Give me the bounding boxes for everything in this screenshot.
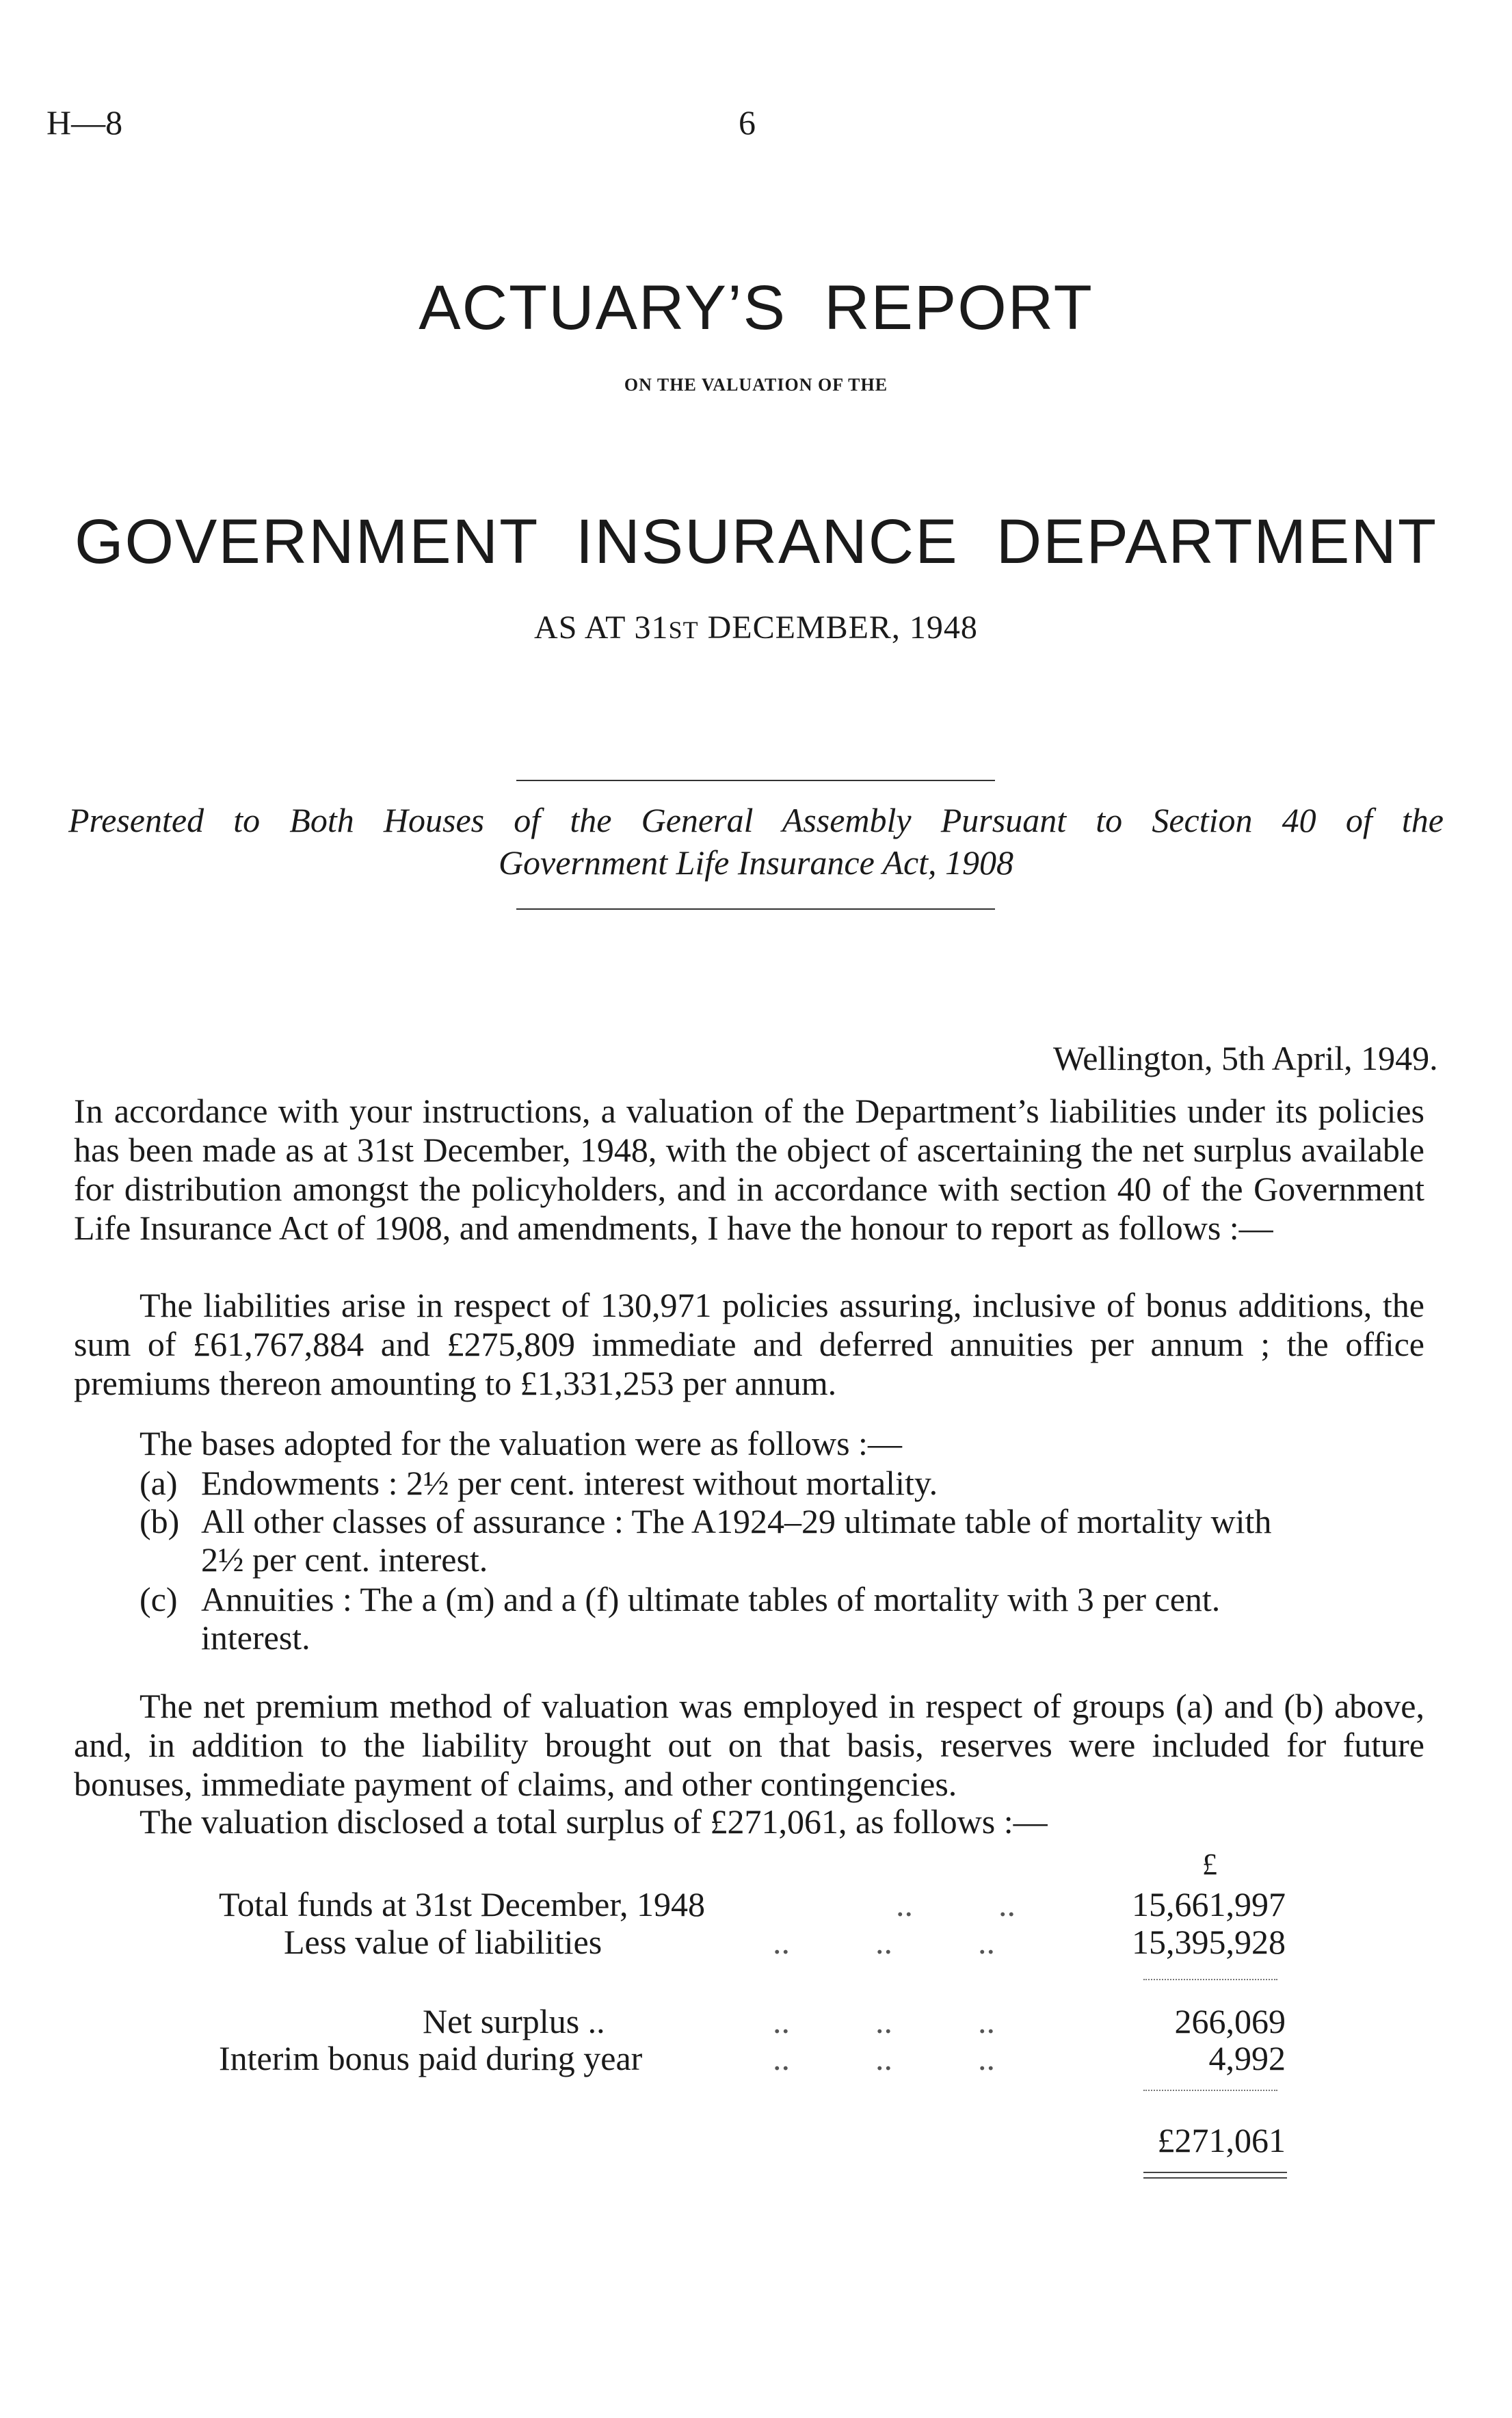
report-subtitle: ON THE VALUATION OF THE	[624, 375, 888, 395]
basis-item-text: Annuities : The a (m) and a (f) ultimate tables of mortality with 3 per cent.	[201, 1580, 1221, 1618]
valuation-date-ordinal: ST	[668, 616, 699, 644]
table-row-net-surplus	[205, 2001, 1286, 2042]
subtotal-rule	[1143, 1979, 1277, 1980]
basis-item-text: Endowments : 2½ per cent. interest without mortality.	[201, 1464, 938, 1502]
basis-item-c	[140, 1580, 1425, 1657]
paragraph-method: The net premium method of valuation was employed in respect of groups (a) and (b) above, and, in addition to the liability brought out on that basis, reserves were included for future bonuses, immediate payment of claims, and other contingencies.	[74, 1687, 1424, 1803]
document-code: H—8	[47, 103, 123, 142]
presentation-line-2: Government Life Insurance Act, 1908	[498, 843, 1014, 882]
table-row-value: 4,992	[1208, 2039, 1286, 2077]
table-row-total-funds	[205, 1884, 1286, 1926]
basis-item-label: (b)	[140, 1502, 180, 1540]
basis-item-label: (c)	[140, 1580, 178, 1618]
table-row-leader: .. .. ..	[773, 2002, 995, 2040]
paragraph-bases-intro: The bases adopted for the valuation were as follows :—	[140, 1424, 902, 1462]
table-row-label: Interim bonus paid during year	[219, 2039, 643, 2077]
currency-symbol: £	[1202, 1848, 1217, 1881]
page-number: 6	[739, 103, 756, 142]
basis-item-label: (a)	[140, 1464, 178, 1502]
divider-top	[516, 780, 995, 781]
table-row-label: Total funds at 31st December, 1948	[219, 1885, 705, 1923]
paragraph-liabilities: The liabilities arise in respect of 130,971 policies assuring, inclusive of bonus additions, the sum of £61,767,884 and £275,809 immediate and deferred annuities per annum ; the office premiums thereon amounting to £1,331,253 per annum.	[74, 1286, 1424, 1402]
report-title: ACTUARY’S REPORT	[419, 273, 1093, 343]
paragraph-lead-word: In	[74, 1092, 104, 1130]
table-row-value: 266,069	[1174, 2002, 1286, 2040]
table-row-label: Net surplus ..	[423, 2002, 605, 2040]
paragraph-introduction	[74, 1092, 1424, 1248]
basis-item-continuation: interest.	[201, 1618, 310, 1657]
table-row-liabilities	[205, 1922, 1286, 1963]
table-row-value: 15,661,997	[1132, 1885, 1286, 1923]
paragraph-introduction-text: accordance with your instructions, a valuation of the Department’s liabilities under its policies has been made as at 31st December, 1948, with the object of ascertaining the net surplus available for distribution amongst the policyholders, and in accordance with section 40 of the Government Life Insurance Act of 1908, and amendments, I have the honour to report as follows :—	[74, 1092, 1424, 1247]
paragraph-surplus: The valuation disclosed a total surplus of £271,061, as follows :—	[140, 1802, 1048, 1841]
table-row-interim-bonus	[205, 2038, 1286, 2079]
basis-item-continuation: 2½ per cent. interest.	[201, 1540, 488, 1579]
table-row-leader: .. .. ..	[773, 2039, 995, 2077]
presentation-line-1: Presented to Both Houses of the General Assembly Pursuant to Section 40 of the	[68, 801, 1444, 839]
basis-item-text: All other classes of assurance : The A1924–29 ultimate table of mortality with	[201, 1502, 1272, 1540]
department-title: GOVERNMENT INSURANCE DEPARTMENT	[74, 507, 1438, 577]
subtotal-rule	[1143, 2090, 1277, 2091]
table-total: £271,061	[1157, 2121, 1286, 2159]
valuation-date	[0, 609, 1512, 646]
table-row-label: Less value of liabilities	[284, 1923, 602, 1961]
table-row-leader: .. ..	[896, 1885, 1016, 1923]
table-row-leader: .. .. ..	[773, 1923, 995, 1961]
dateline: Wellington, 5th April, 1949.	[1053, 1039, 1438, 1077]
basis-item-b	[140, 1502, 1425, 1579]
valuation-date-rest: DECEMBER, 1948	[698, 609, 978, 646]
divider-bottom	[516, 908, 995, 910]
valuation-date-prefix: AS AT 31	[534, 609, 669, 646]
total-double-rule	[1143, 2172, 1287, 2179]
presentation-note	[68, 799, 1444, 884]
table-row-value: 15,395,928	[1132, 1923, 1286, 1961]
basis-item-a	[140, 1464, 1425, 1502]
